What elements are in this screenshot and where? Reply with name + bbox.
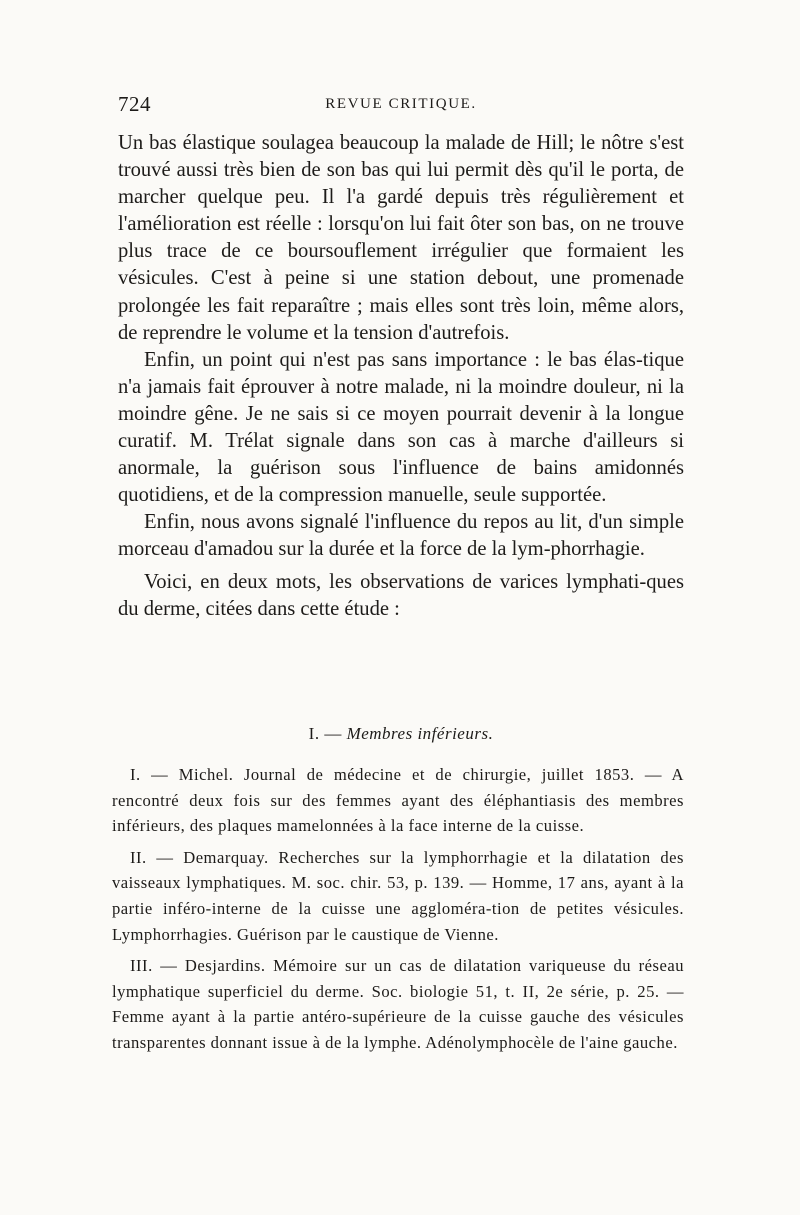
- paragraph: Enfin, nous avons signalé l'influence du repos au lit, d'un simple morceau d'amadou sur la durée et la force de la lym-phorrhagie.: [118, 511, 684, 561]
- paragraph: Voici, en deux mots, les observations de varices lymphati-ques du derme, citées dans cette étude :: [118, 570, 684, 620]
- page-header: [118, 92, 684, 122]
- paragraph: Un bas élastique soulagea beaucoup la malade de Hill; le nôtre s'est trouvé aussi très bien de son bas qui lui permit dès qu'il le porta, de marcher quelque peu. Il l'a gardé depuis très régulièrement et l'amélioration est réelle : lorsqu'on lui fait ôter son bas, on ne trouve plus trace de ce boursouflement irrégulier que formaient les vésicules. C'est à peine si une station debout, une promenade prolongée les fait reparaître ; mais elles sont très loin, même alors, de reprendre le volume et la tension d'autrefois.: [118, 132, 684, 344]
- observations-list: [112, 762, 684, 1056]
- body-text: [118, 130, 684, 623]
- page-number: 724: [118, 92, 151, 116]
- observation-entry: II. — Demarquay. Recherches sur la lymphorrhagie et la dilatation des vaisseaux lymphatiques. M. soc. chir. 53, p. 139. — Homme, 17 ans, ayant à la partie inféro-interne de la cuisse une aggloméra-tion de petites vésicules. Lymphorrhagies. Guérison par le caustique de Vienne.: [112, 847, 684, 944]
- running-title: REVUE CRITIQUE.: [325, 96, 477, 112]
- paragraph: Enfin, un point qui n'est pas sans importance : le bas élas-tique n'a jamais fait éprouver à notre malade, ni la moindre douleur, ni la moindre gêne. Je ne sais si ce moyen pourrait devenir à la longue curatif. M. Trélat signale dans son cas à marche d'ailleurs si anormale, la guérison sous l'influence de bains amidonnés quotidiens, et de la compression manuelle, seule supportée.: [118, 348, 684, 507]
- section-heading: [118, 724, 684, 744]
- section-title: Membres inférieurs.: [346, 724, 494, 743]
- observation-entry: III. — Desjardins. Mémoire sur un cas de dilatation variqueuse du réseau lymphatique superficiel du derme. Soc. biologie 51, t. II, 2e série, p. 25. — Femme ayant à la partie antéro-supérieure de la cuisse gauche des vésicules transparentes donnant issue à de la lymphe. Adénolymphocèle de l'aine gauche.: [112, 956, 684, 1052]
- section-number: I. —: [308, 724, 342, 743]
- observation-entry: I. — Michel. Journal de médecine et de chirurgie, juillet 1853. — A rencontré deux fois sur des femmes ayant des éléphantiasis des membres inférieurs, des plaques mamelonnées à la face interne de la cuisse.: [112, 765, 684, 836]
